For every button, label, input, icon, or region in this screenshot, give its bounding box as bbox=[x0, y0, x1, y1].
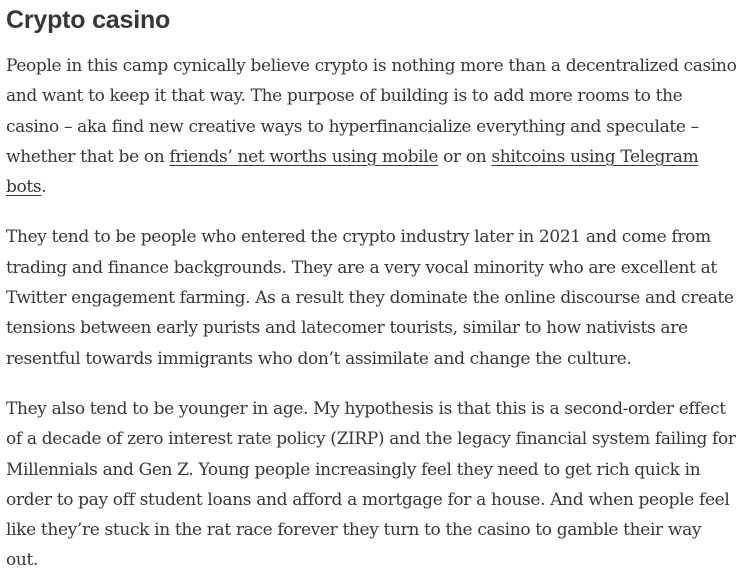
paragraph-1-text-start: People in this camp cynically believe crypto is nothing more than a decentralized casino and want to keep it that way. The purpose of building is to add more rooms to the casino – aka find new creative ways to hyperfinancialize everything and speculate – whether that be on bbox=[6, 56, 737, 167]
paragraph-1-text-middle: or on bbox=[438, 146, 492, 167]
friends-net-worths-link[interactable]: friends’ net worths using mobile bbox=[169, 146, 439, 167]
section-heading: Crypto casino bbox=[6, 6, 171, 34]
shitcoins-telegram-link[interactable]: shitcoins using Telegram bots bbox=[6, 146, 699, 198]
paragraph-1 bbox=[6, 51, 738, 202]
article-section bbox=[6, 0, 738, 576]
paragraph-2: They tend to be people who entered the crypto industry later in 2021 and come from trading and finance backgrounds. They are a very vocal minority who are excellent at Twitter engagement farming. As a result they dominate the online discourse and create tensions between early purists and latecomer tourists, similar to how nativists are resentful towards immigrants who don’t assimilate and change the culture. bbox=[6, 227, 734, 369]
paragraph-3: They also tend to be younger in age. My hypothesis is that this is a second-order effect of a decade of zero interest rate policy (ZIRP) and the legacy financial system failing for Millennials and Gen Z. Young people increasingly feel they need to get rich quick in order to pay off student loans and afford a mortgage for a house. And when people feel like they’re stuck in the rat race forever they turn to the casino to gamble their way out. bbox=[6, 398, 736, 571]
paragraph-1-text-end: . bbox=[41, 177, 47, 198]
